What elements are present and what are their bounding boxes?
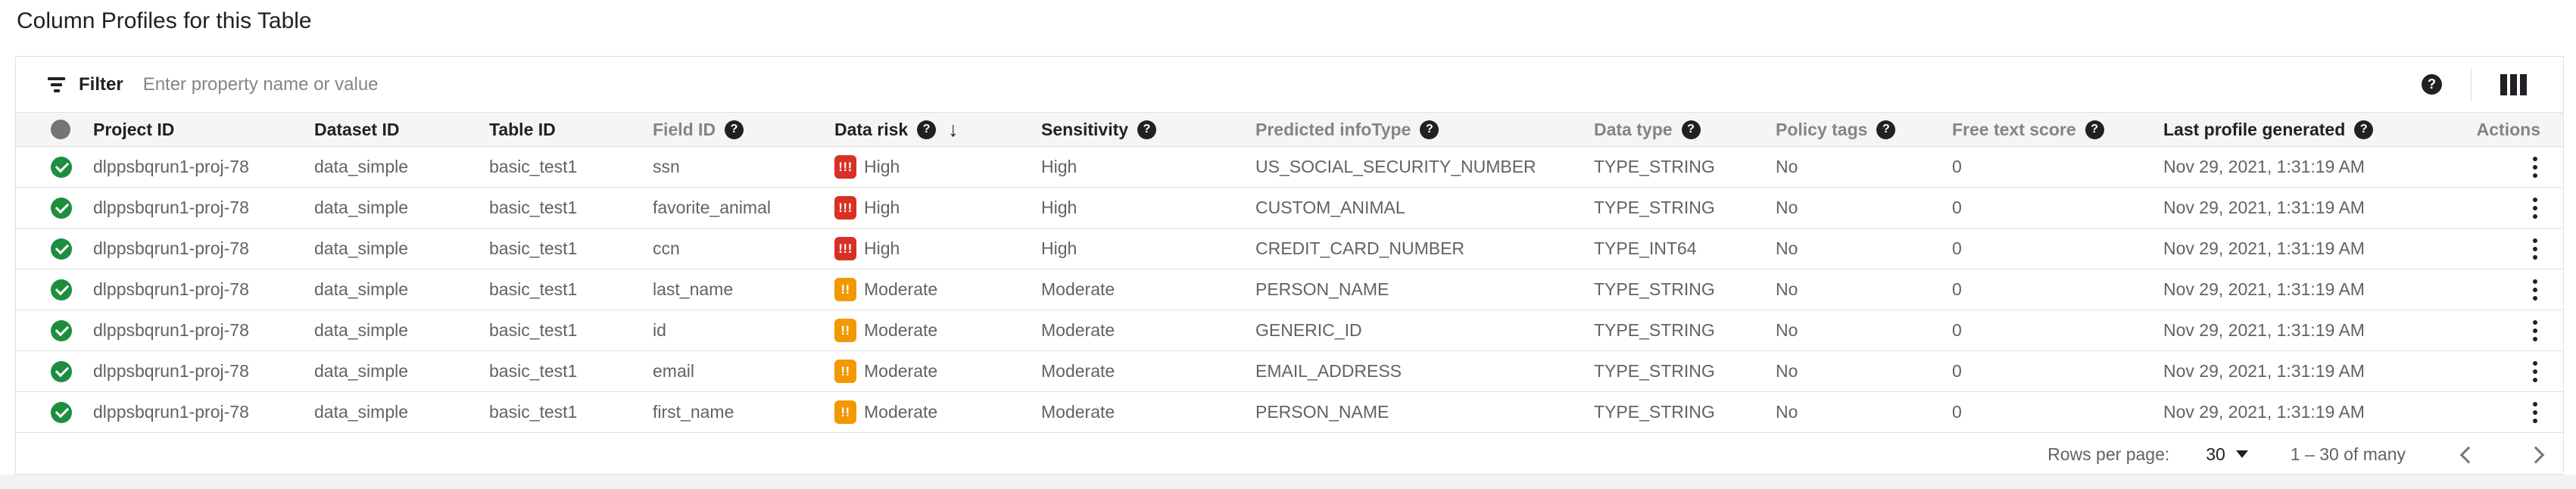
cell-data-type: TYPE_INT64 [1594, 238, 1697, 258]
cell-free-text-score: 0 [1952, 361, 1962, 381]
table-row[interactable] [16, 310, 2563, 351]
row-actions-menu-icon[interactable] [2530, 399, 2540, 426]
cell-data-type: TYPE_STRING [1594, 157, 1715, 176]
cell-data-type: TYPE_STRING [1594, 279, 1715, 299]
help-icon[interactable]: ? [2085, 120, 2104, 139]
cell-data-risk: !! Moderate [834, 319, 1041, 342]
cell-free-text-score: 0 [1952, 157, 1962, 176]
cell-free-text-score: 0 [1952, 402, 1962, 422]
row-actions-menu-icon[interactable] [2530, 195, 2540, 222]
cell-data-type: TYPE_STRING [1594, 402, 1715, 422]
risk-moderate-icon: !! [834, 319, 856, 342]
cell-sensitivity: High [1041, 198, 1077, 217]
help-icon[interactable]: ? [2354, 120, 2373, 139]
cell-project-id: dlppsbqrun1-proj-78 [93, 238, 249, 258]
table-header-row [16, 113, 2563, 147]
cell-data-risk: !! Moderate [834, 278, 1041, 301]
cell-policy-tags: No [1776, 238, 1798, 258]
cell-free-text-score: 0 [1952, 320, 1962, 340]
cell-data-risk: !!! High [834, 155, 1041, 179]
row-actions-menu-icon[interactable] [2530, 317, 2540, 344]
risk-moderate-icon: !! [834, 360, 856, 383]
cell-last-profile-generated: Nov 29, 2021, 1:31:19 AM [2163, 157, 2365, 176]
cell-data-risk: !!! High [834, 237, 1041, 260]
filter-icon[interactable] [48, 77, 65, 92]
row-actions-menu-icon[interactable] [2530, 154, 2540, 181]
cell-field-id: favorite_animal [653, 198, 771, 217]
status-circle-icon [51, 120, 70, 139]
table-row[interactable] [16, 351, 2563, 392]
header-project-id[interactable]: Project ID [93, 119, 175, 139]
header-free-text-score: Free text score ? [1952, 120, 2163, 140]
success-check-icon [51, 279, 72, 301]
help-icon[interactable]: ? [2422, 74, 2442, 95]
cell-predicted-infotype: PERSON_NAME [1255, 279, 1389, 299]
header-table-id[interactable]: Table ID [489, 119, 556, 139]
cell-data-type: TYPE_STRING [1594, 361, 1715, 381]
cell-predicted-infotype: CREDIT_CARD_NUMBER [1255, 238, 1465, 258]
cell-policy-tags: No [1776, 157, 1798, 176]
rows-per-page-select[interactable]: 30 [2206, 444, 2248, 465]
header-data-type: Data type ? [1594, 120, 1776, 140]
cell-data-risk: !! Moderate [834, 400, 1041, 424]
help-icon[interactable]: ? [917, 120, 936, 139]
cell-project-id: dlppsbqrun1-proj-78 [93, 320, 249, 340]
cell-data-risk: !!! High [834, 196, 1041, 220]
filter-input[interactable] [143, 74, 2422, 95]
table-row[interactable] [16, 188, 2563, 229]
cell-predicted-infotype: CUSTOM_ANIMAL [1255, 198, 1405, 217]
cell-policy-tags: No [1776, 361, 1798, 381]
help-icon[interactable]: ? [1682, 120, 1701, 139]
header-actions: Actions [2476, 119, 2540, 139]
cell-dataset-id: data_simple [314, 361, 409, 381]
risk-moderate-icon: !! [834, 400, 856, 424]
cell-field-id: ccn [653, 238, 680, 258]
cell-last-profile-generated: Nov 29, 2021, 1:31:19 AM [2163, 361, 2365, 381]
help-icon[interactable]: ? [1876, 120, 1895, 139]
header-policy-tags: Policy tags ? [1776, 120, 1952, 140]
cell-predicted-infotype: GENERIC_ID [1255, 320, 1362, 340]
cell-dataset-id: data_simple [314, 157, 409, 176]
page-background-strip [0, 475, 2576, 489]
cell-dataset-id: data_simple [314, 279, 409, 299]
table-row[interactable] [16, 147, 2563, 188]
header-field-id: Field ID ? [653, 120, 834, 140]
cell-dataset-id: data_simple [314, 402, 409, 422]
cell-project-id: dlppsbqrun1-proj-78 [93, 402, 249, 422]
cell-sensitivity: High [1041, 157, 1077, 176]
row-actions-menu-icon[interactable] [2530, 358, 2540, 385]
cell-dataset-id: data_simple [314, 320, 409, 340]
help-icon[interactable]: ? [1137, 120, 1156, 139]
page-title: Column Profiles for this Table [17, 8, 312, 33]
cell-table-id: basic_test1 [489, 279, 578, 299]
success-check-icon [51, 402, 72, 423]
cell-dataset-id: data_simple [314, 238, 409, 258]
cell-data-type: TYPE_STRING [1594, 320, 1715, 340]
success-check-icon [51, 361, 72, 382]
help-icon[interactable]: ? [1420, 120, 1439, 139]
cell-free-text-score: 0 [1952, 279, 1962, 299]
row-actions-menu-icon[interactable] [2530, 276, 2540, 304]
column-profiles-card [15, 56, 2564, 475]
cell-table-id: basic_test1 [489, 157, 578, 176]
table-row[interactable] [16, 269, 2563, 310]
cell-free-text-score: 0 [1952, 198, 1962, 217]
cell-dataset-id: data_simple [314, 198, 409, 217]
table-row[interactable] [16, 392, 2563, 433]
cell-table-id: basic_test1 [489, 198, 578, 217]
cell-sensitivity: High [1041, 238, 1077, 258]
cell-last-profile-generated: Nov 29, 2021, 1:31:19 AM [2163, 320, 2365, 340]
sort-descending-icon[interactable]: ↓ [948, 117, 959, 141]
cell-policy-tags: No [1776, 320, 1798, 340]
header-predicted-infotype: Predicted infoType ? [1255, 120, 1594, 140]
cell-table-id: basic_test1 [489, 238, 578, 258]
cell-project-id: dlppsbqrun1-proj-78 [93, 279, 249, 299]
header-sensitivity[interactable]: Sensitivity ? [1041, 120, 1255, 140]
cell-project-id: dlppsbqrun1-proj-78 [93, 198, 249, 217]
risk-moderate-icon: !! [834, 278, 856, 301]
pagination-bar [16, 433, 2563, 475]
cell-last-profile-generated: Nov 29, 2021, 1:31:19 AM [2163, 198, 2365, 217]
rows-per-page-label: Rows per page: [2047, 444, 2170, 464]
cell-field-id: ssn [653, 157, 680, 176]
cell-field-id: last_name [653, 279, 734, 299]
cell-last-profile-generated: Nov 29, 2021, 1:31:19 AM [2163, 402, 2365, 422]
header-data-risk[interactable]: Data risk ? ↓ [834, 117, 959, 141]
filter-toolbar [16, 57, 2563, 113]
cell-predicted-infotype: EMAIL_ADDRESS [1255, 361, 1402, 381]
success-check-icon [51, 320, 72, 341]
row-actions-menu-icon[interactable] [2530, 235, 2540, 263]
cell-predicted-infotype: PERSON_NAME [1255, 402, 1389, 422]
status-column-header [16, 120, 93, 139]
cell-last-profile-generated: Nov 29, 2021, 1:31:19 AM [2163, 279, 2365, 299]
cell-sensitivity: Moderate [1041, 279, 1115, 299]
table-row[interactable] [16, 229, 2563, 269]
cell-sensitivity: Moderate [1041, 402, 1115, 422]
toolbar-divider [2471, 68, 2472, 101]
cell-table-id: basic_test1 [489, 320, 578, 340]
cell-last-profile-generated: Nov 29, 2021, 1:31:19 AM [2163, 238, 2365, 258]
cell-data-type: TYPE_STRING [1594, 198, 1715, 217]
cell-free-text-score: 0 [1952, 238, 1962, 258]
cell-table-id: basic_test1 [489, 402, 578, 422]
dropdown-caret-icon [2236, 450, 2248, 458]
cell-field-id: id [653, 320, 666, 340]
cell-predicted-infotype: US_SOCIAL_SECURITY_NUMBER [1255, 157, 1536, 176]
risk-high-icon: !!! [834, 237, 856, 260]
cell-project-id: dlppsbqrun1-proj-78 [93, 157, 249, 176]
pagination-range-label: 1 – 30 of many [2290, 444, 2406, 464]
cell-sensitivity: Moderate [1041, 320, 1115, 340]
cell-policy-tags: No [1776, 198, 1798, 217]
help-icon[interactable]: ? [725, 120, 744, 139]
cell-data-risk: !! Moderate [834, 360, 1041, 383]
cell-field-id: email [653, 361, 694, 381]
previous-page-icon[interactable] [2453, 441, 2480, 468]
cell-policy-tags: No [1776, 279, 1798, 299]
success-check-icon [51, 198, 72, 219]
next-page-icon[interactable] [2524, 441, 2551, 468]
header-dataset-id[interactable]: Dataset ID [314, 119, 400, 139]
risk-high-icon: !!! [834, 196, 856, 220]
header-last-profile-generated[interactable]: Last profile generated ? [2163, 120, 2451, 140]
cell-policy-tags: No [1776, 402, 1798, 422]
cell-table-id: basic_test1 [489, 361, 578, 381]
cell-field-id: first_name [653, 402, 734, 422]
cell-sensitivity: Moderate [1041, 361, 1115, 381]
success-check-icon [51, 238, 72, 260]
filter-label: Filter [79, 73, 123, 95]
risk-high-icon: !!! [834, 155, 856, 179]
success-check-icon [51, 157, 72, 178]
cell-project-id: dlppsbqrun1-proj-78 [93, 361, 249, 381]
column-display-options-icon[interactable] [2500, 74, 2527, 95]
